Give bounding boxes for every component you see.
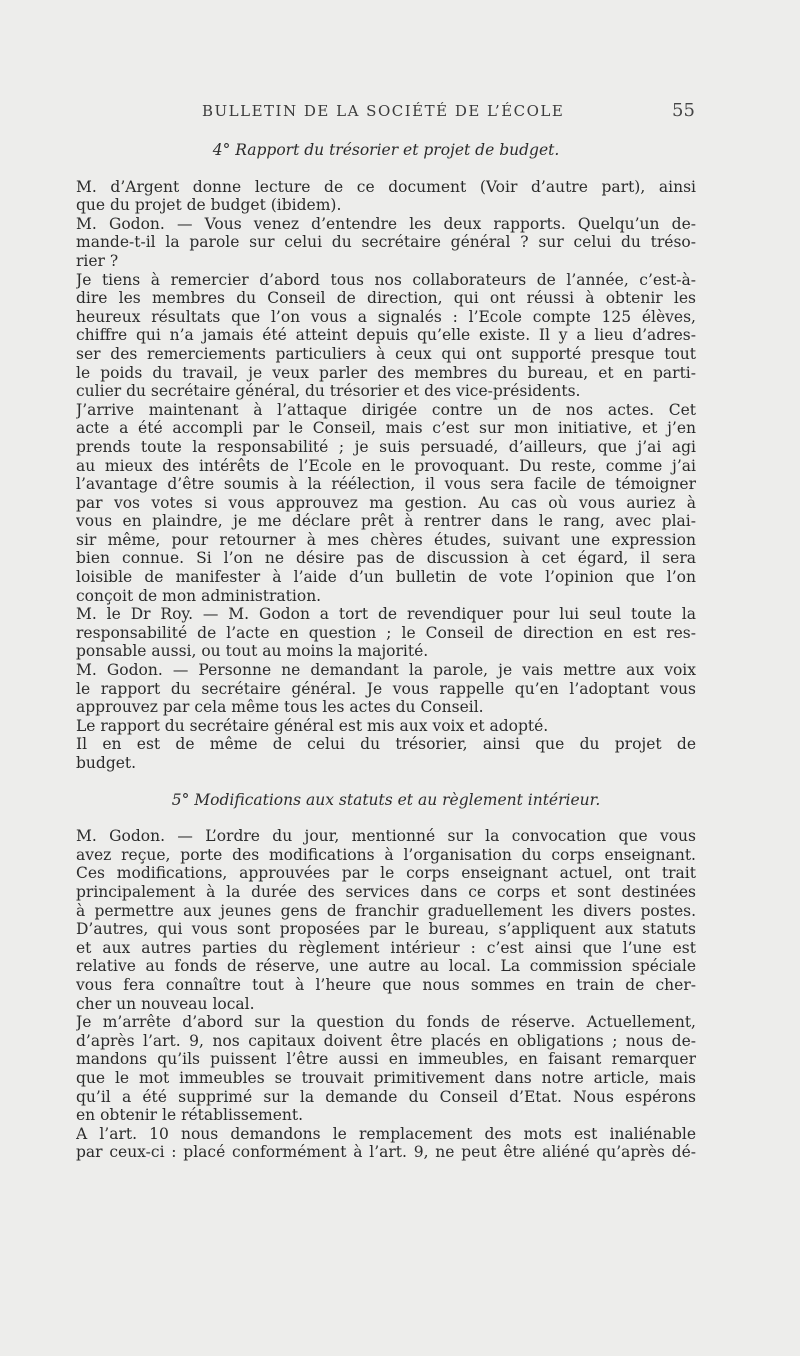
text-line: Je tiens à remercier d’abord tous nos collaborateurs de l’année, c’est-à- — [76, 270, 696, 289]
text-line: approuvez par cela même tous les actes du Conseil. — [76, 698, 484, 717]
text-line: par ceux-ci : placé conformément à l’art. 9, ne peut être aliéné qu’après dé- — [76, 1143, 696, 1162]
text-line: acte a été accompli par le Conseil, mais c’est sur mon initiative, et j’en — [76, 419, 696, 438]
text-line: vous en plaindre, je me déclare prêt à rentrer dans le rang, avec plai- — [76, 512, 696, 531]
text-line: en obtenir le rétablissement. — [76, 1106, 304, 1125]
text-line: responsabilité de l’acte en question ; le Conseil de direction en est res- — [76, 623, 696, 642]
text-line: le rapport du secrétaire général. Je vous rappelle qu’en l’adoptant vous — [76, 679, 696, 698]
text-line: heureux résultats que l’on vous a signalés : l’Ecole compte 125 élèves, — [76, 307, 696, 326]
text-line: avez reçue, porte des modifications à l’organisation du corps enseignant. — [76, 845, 696, 864]
text-line: à permettre aux jeunes gens de franchir graduellement les divers postes. — [76, 901, 696, 920]
text-line: cher un nouveau local. — [76, 994, 255, 1013]
text-line: J’arrive maintenant à l’attaque dirigée contre un de nos actes. Cet — [76, 400, 696, 419]
text-line: bien connue. Si l’on ne désire pas de discussion à cet égard, il sera — [76, 549, 696, 568]
running-title: BULLETIN DE LA SOCIÉTÉ DE L’ÉCOLE — [202, 102, 565, 120]
section-gap — [76, 809, 696, 827]
page-number: 55 — [672, 100, 695, 121]
text-line: relative au fonds de réserve, une autre au local. La commission spéciale — [76, 957, 696, 976]
text-line: A l’art. 10 nous demandons le remplacement des mots est inaliénable — [76, 1124, 696, 1143]
text-line: par vos votes si vous approuvez ma gestion. Au cas où vous auriez à — [76, 493, 696, 512]
text-line: ponsable aussi, ou tout au moins la majorité. — [76, 642, 429, 661]
text-line: chiffre qui n’a jamais été atteint depuis qu’elle existe. Il y a lieu d’adres- — [76, 326, 696, 345]
text-line: conçoit de mon administration. — [76, 586, 322, 605]
text-line: mande-t-il la parole sur celui du secrétaire général ? sur celui du tréso- — [76, 233, 696, 252]
text-line: prends toute la responsabilité ; je suis persuadé, d’ailleurs, que j’ai agi — [76, 437, 696, 456]
text-line: culier du secrétaire général, du trésorier et des vice-présidents. — [76, 382, 581, 401]
section-gap — [76, 160, 696, 178]
text-line: Ces modifications, approuvées par le corps enseignant actuel, ont trait — [76, 864, 696, 883]
text-line: M. Godon. — L’ordre du jour, mentionné sur la convocation que vous — [76, 827, 696, 846]
text-line: Il en est de même de celui du trésorier, ainsi que du projet de — [76, 735, 696, 754]
text-line: principalement à la durée des services dans ce corps et sont destinées — [76, 882, 696, 901]
text-line: M. Godon. — Personne ne demandant la parole, je vais mettre aux voix — [76, 661, 696, 680]
text-line: qu’il a été supprimé sur la demande du Conseil d’Etat. Nous espérons — [76, 1087, 696, 1106]
text-line: loisible de manifester à l’aide d’un bulletin de vote l’opinion que l’on — [76, 568, 696, 587]
text-line: dire les membres du Conseil de direction, qui ont réussi à obtenir les — [76, 289, 696, 308]
text-line: sir même, pour retourner à mes chères études, suivant une expression — [76, 530, 696, 549]
text-line: l’avantage d’être soumis à la réélection, il vous sera facile de témoigner — [76, 475, 696, 494]
text-line: au mieux des intérêts de l’Ecole en le provoquant. Du reste, comme j’ai — [76, 456, 696, 475]
text-line: Je m’arrête d’abord sur la question du fonds de réserve. Actuellement, — [76, 1013, 696, 1032]
text-line: M. Godon. — Vous venez d’entendre les deux rapports. Quelqu’un de- — [76, 214, 696, 233]
text-line: Le rapport du secrétaire général est mis aux voix et adopté. — [76, 716, 549, 735]
text-line: d’après l’art. 9, nos capitaux doivent être placés en obligations ; nous de- — [76, 1031, 696, 1050]
section-heading: 4° Rapport du trésorier et projet de budget. — [212, 141, 560, 159]
text-line: et aux autres parties du règlement intérieur : c’est ainsi que l’une est — [76, 938, 696, 957]
text-line: D’autres, qui vous sont proposées par le bureau, s’appliquent aux statuts — [76, 920, 696, 939]
section-gap — [76, 773, 696, 791]
page-text — [76, 141, 696, 1162]
text-line: mandons qu’ils puissent l’être aussi en immeubles, en faisant remarquer — [76, 1050, 696, 1069]
text-line: que du projet de budget (ibidem). — [76, 196, 342, 215]
text-line: ser des remerciements particuliers à ceux qui ont supporté presque tout — [76, 344, 696, 363]
text-line: le poids du travail, je veux parler des membres du bureau, et en parti- — [76, 363, 696, 382]
text-line: vous fera connaître tout à l’heure que nous sommes en train de cher- — [76, 975, 696, 994]
text-line: M. le Dr Roy. — M. Godon a tort de revendiquer pour lui seul toute la — [76, 605, 696, 624]
text-line: rier ? — [76, 251, 119, 270]
section-heading: 5° Modifications aux statuts et au règlement intérieur. — [171, 790, 601, 809]
text-line: M. d’Argent donne lecture de ce document (Voir d’autre part), ainsi — [76, 177, 696, 196]
text-line: que le mot immeubles se trouvait primitivement dans notre article, mais — [76, 1068, 696, 1087]
text-line: budget. — [76, 754, 137, 772]
